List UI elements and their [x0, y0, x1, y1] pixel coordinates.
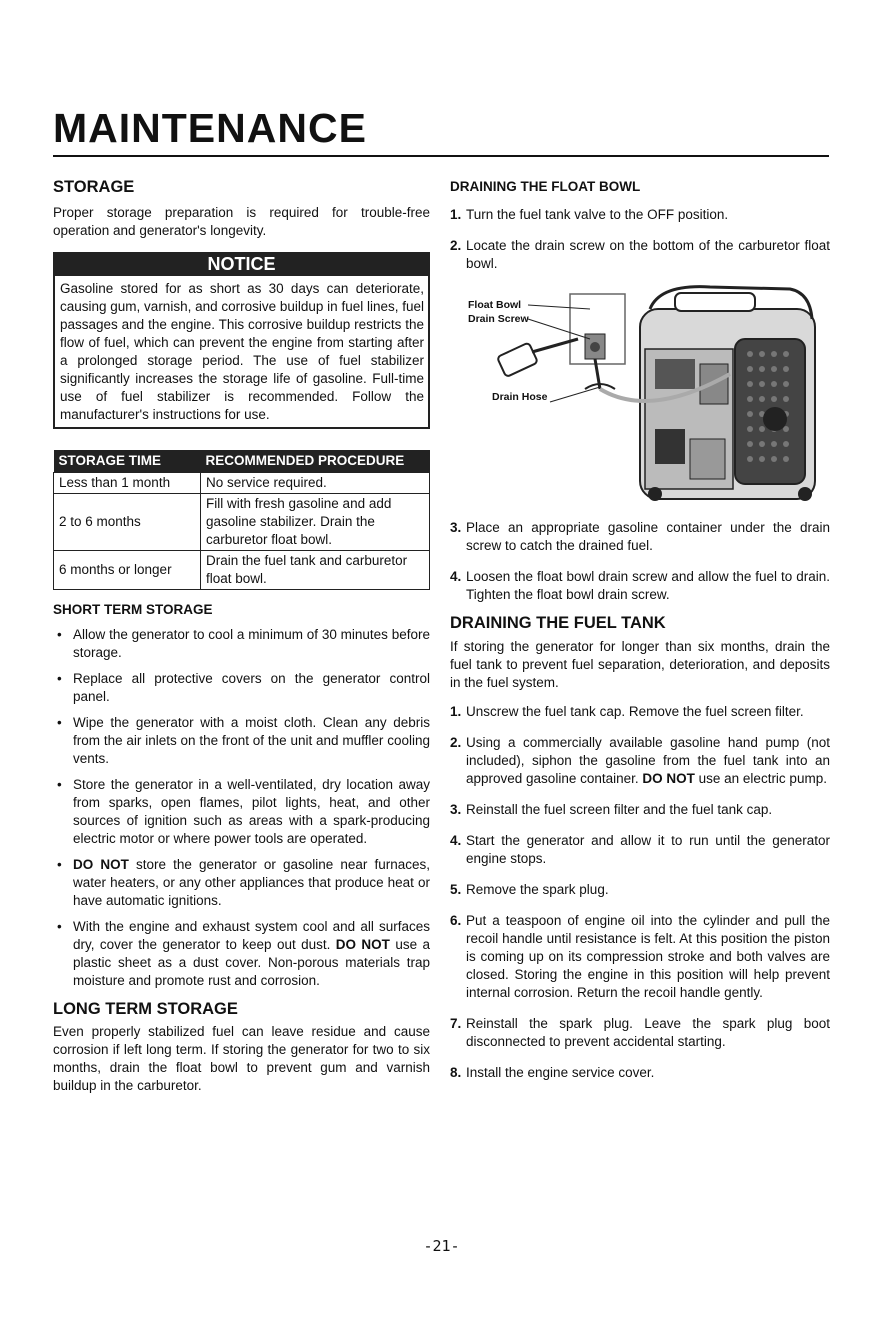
- list-item: 4. Loosen the float bowl drain screw and allow the fuel to drain. Tighten the float bowl drain screw.: [450, 569, 830, 602]
- short-term-list: [53, 626, 430, 990]
- float-bowl-heading: DRAINING THE FLOAT BOWL: [450, 179, 641, 194]
- label-float-bowl: Float Bowl: [468, 299, 522, 311]
- table-cell: Less than 1 month: [54, 473, 201, 494]
- notice-label: NOTICE: [55, 252, 428, 276]
- long-term-heading: LONG TERM STORAGE: [53, 1000, 238, 1018]
- left-column: [53, 176, 430, 1095]
- list-item: • Allow the generator to cool a minimum of 30 minutes before storage.: [57, 627, 430, 660]
- label-drain-hose: Drain Hose: [492, 391, 548, 403]
- storage-table: [53, 450, 430, 590]
- table-cell: 2 to 6 months: [54, 494, 201, 551]
- fuel-tank-steps: [450, 703, 830, 1082]
- list-item: 4. Start the generator and allow it to run until the generator engine stops.: [450, 833, 830, 866]
- carburetor-illustration: [450, 279, 830, 509]
- float-bowl-steps: [450, 206, 830, 273]
- table-cell: Fill with fresh gasoline and add gasoline stabilizer. Drain the carburetor float bowl.: [201, 494, 430, 551]
- list-item: 5. Remove the spark plug.: [450, 882, 609, 897]
- list-item: 7. Reinstall the spark plug. Leave the spark plug boot disconnected to prevent accidental starting.: [450, 1016, 830, 1049]
- list-item: 2. Using a commercially available gasoline hand pump (not included), siphon the gasoline from the fuel tank into an approved gasoline container. DO NOT use an electric pump.: [450, 735, 830, 786]
- storage-intro: Proper storage preparation is required for trouble-free operation and generator's longevity.: [53, 205, 430, 238]
- page-number: -21-: [423, 1237, 460, 1255]
- table-row: [54, 473, 430, 494]
- list-item: • Replace all protective covers on the generator control panel.: [57, 671, 430, 704]
- list-item: • DO NOT store the generator or gasoline near furnaces, water heaters, or any other appliances that produce heat or have automatic ignitions.: [57, 857, 431, 908]
- fuel-tank-heading: DRAINING THE FUEL TANK: [450, 614, 666, 632]
- notice-box: [53, 252, 430, 429]
- list-item: 3. Reinstall the fuel screen filter and the fuel tank cap.: [450, 802, 773, 817]
- table-cell: No service required.: [201, 473, 430, 494]
- list-item: • Wipe the generator with a moist cloth. Clean any debris from the air inlets on the front of the unit and muffler cooling vents.: [57, 715, 430, 766]
- page-title: MAINTENANCE: [53, 105, 367, 151]
- list-item: 3. Place an appropriate gasoline container under the drain screw to catch the drained fuel.: [450, 520, 830, 553]
- table-header-row: [54, 450, 430, 473]
- list-item: • With the engine and exhaust system cool and all surfaces dry, cover the generator to keep out dust. DO NOT use a plastic sheet as a dust cover. Non-porous materials trap moisture and promote rust and corrosion.: [57, 919, 430, 988]
- float-bowl-steps-continued: [450, 519, 830, 604]
- list-item: 8. Install the engine service cover.: [450, 1065, 655, 1080]
- short-term-heading: SHORT TERM STORAGE: [53, 602, 213, 617]
- list-item: 2. Locate the drain screw on the bottom of the carburetor float bowl.: [450, 238, 830, 271]
- list-item: 6. Put a teaspoon of engine oil into the cylinder and pull the recoil handle until resistance is felt. At this position the piston is coming up on its compression stroke and both valves are closed. Storing the engine in this position will help prevent internal corrosion. Return the recoil handle gently.: [450, 913, 830, 1000]
- list-item: • Store the generator in a well-ventilated, dry location away from sparks, open flames, pilot lights, heat, and other sources of ignition such as areas with a spark-producing electric motor or where power tools are operated.: [57, 777, 430, 846]
- storage-heading: STORAGE: [53, 178, 135, 196]
- table-cell: Drain the fuel tank and carburetor float bowl.: [201, 551, 430, 590]
- fuel-tank-intro: If storing the generator for longer than six months, drain the fuel tank to prevent fuel separation, deterioration, and deposits in the fuel system.: [450, 639, 830, 690]
- table-header-procedure: RECOMMENDED PROCEDURE: [201, 450, 430, 473]
- list-item: 1. Unscrew the fuel tank cap. Remove the fuel screen filter.: [450, 704, 804, 719]
- table-cell: 6 months or longer: [54, 551, 201, 590]
- label-drain-screw: Drain Screw: [468, 313, 529, 325]
- long-term-text: Even properly stabilized fuel can leave residue and cause corrosion if left long term. If storing the generator for two to six months, drain the float bowl to prevent gum and varnish buildup in the carburetor.: [53, 1024, 430, 1093]
- right-column: [450, 178, 830, 1095]
- table-header-storage-time: STORAGE TIME: [54, 450, 201, 473]
- table-row: [54, 551, 430, 590]
- list-item: 1. Turn the fuel tank valve to the OFF position.: [450, 207, 729, 222]
- title-divider: [53, 155, 829, 157]
- table-row: [54, 494, 430, 551]
- notice-text: Gasoline stored for as short as 30 days can deteriorate, causing gum, varnish, and corrosive buildup in fuel lines, fuel passages and the engine. This corrosive buildup restricts the flow of fuel, which can prevent the engine from starting after a prolonged storage period. The use of fuel stabilizer significantly increases the storage life of gasoline. Full-time use of fuel stabilizer is recommended. Follow the manufacturer's instructions for use.: [60, 281, 424, 422]
